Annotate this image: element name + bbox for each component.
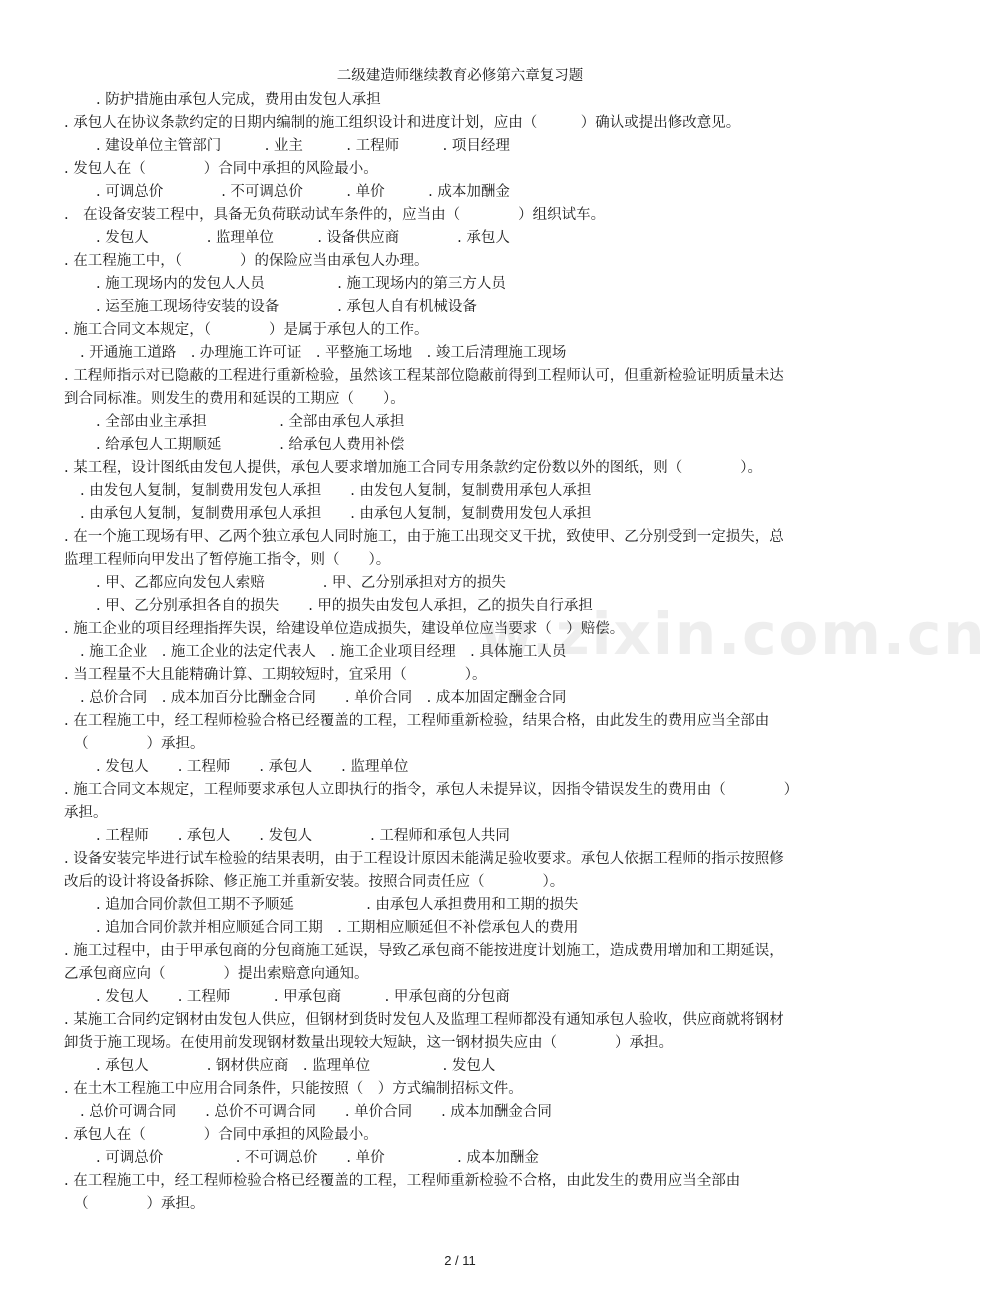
question-line: . 当工程量不大且能精确计算、工期较短时，宜采用（ ）。	[64, 667, 487, 683]
option-line: . 可调总价 . 不可调总价 . 单价 . 成本加酬金	[96, 1150, 539, 1166]
question-line: 乙承包商应向（ ）提出索赔意向通知。	[64, 966, 369, 982]
option-line: . 追加合同价款并相应顺延合同工期 . 工期相应顺延但不补偿承包人的费用	[96, 920, 579, 936]
question-line: 到合同标准。则发生的费用和延误的工期应（ ）。	[64, 391, 405, 407]
question-line: . 在工程施工中，经工程师检验合格已经覆盖的工程，工程师重新检验不合格，由此发生的费用应当全部由	[64, 1173, 741, 1189]
option-line: . 发包人 . 工程师 . 甲承包商 . 甲承包商的分包商	[96, 989, 510, 1005]
option-line: . 建设单位主管部门 . 业主 . 工程师 . 项目经理	[96, 138, 510, 154]
question-line: . 在设备安装工程中，具备无负荷联动试车条件的，应当由（ ）组织试车。	[64, 207, 606, 223]
question-line: . 发包人在（ ）合同中承担的风险最小。	[64, 161, 378, 177]
option-line: . 运至施工现场待安装的设备 . 承包人自有机械设备	[96, 299, 477, 315]
question-line: . 施工过程中，由于甲承包商的分包商施工延误，导致乙承包商不能按进度计划施工，造成费用增加和工期延误，	[64, 943, 784, 959]
page-number: 2 / 11	[444, 1253, 476, 1268]
question-line: . 施工合同文本规定，（ ）是属于承包人的工作。	[64, 322, 429, 338]
option-line: . 施工现场内的发包人人员 . 施工现场内的第三方人员	[96, 276, 506, 292]
option-line: . 发包人 . 监理单位 . 设备供应商 . 承包人	[96, 230, 510, 246]
question-line: 监理工程师向甲发出了暂停施工指令，则（ ）。	[64, 552, 391, 568]
question-line: . 承包人在协议条款约定的日期内编制的施工组织设计和进度计划，应由（ ）确认或提出修改意见。	[64, 115, 741, 131]
question-line: . 在一个施工现场有甲、乙两个独立承包人同时施工，由于施工出现交叉干扰，致使甲、乙分别受到一定损失，总	[64, 529, 784, 545]
option-line: . 甲、乙都应向发包人索赔 . 甲、乙分别承担对方的损失	[96, 575, 506, 591]
option-line: . 甲、乙分别承担各自的损失 . 甲的损失由发包人承担，乙的损失自行承担	[96, 598, 593, 614]
question-line: . 承包人在（ ）合同中承担的风险最小。	[64, 1127, 378, 1143]
option-line: . 工程师 . 承包人 . 发包人 . 工程师和承包人共同	[96, 828, 510, 844]
question-line: 承担。	[64, 805, 108, 821]
page-title: 二级建造师继续教育必修第六章复习题	[336, 68, 584, 84]
option-line: . 追加合同价款但工期不予顺延 . 由承包人承担费用和工期的损失	[96, 897, 579, 913]
option-line: （ ）承担。	[74, 1196, 205, 1212]
watermark: w.zixin.com.cn	[480, 600, 987, 668]
question-line: . 在工程施工中，经工程师检验合格已经覆盖的工程，工程师重新检验，结果合格，由此发生的费用应当全部由	[64, 713, 770, 729]
question-line: . 在工程施工中，（ ）的保险应当由承包人办理。	[64, 253, 429, 269]
option-line: . 开通施工道路 . 办理施工许可证 . 平整施工场地 . 竣工后清理施工现场	[80, 345, 567, 361]
option-line: . 总价合同 . 成本加百分比酬金合同 . 单价合同 . 成本加固定酬金合同	[80, 690, 567, 706]
question-line: 改后的设计将设备拆除、修正施工并重新安装。按照合同责任应（ ）。	[64, 874, 565, 890]
question-line: . 在土木工程施工中应用合同条件，只能按照（ ）方式编制招标文件。	[64, 1081, 523, 1097]
option-line: . 由承包人复制，复制费用承包人承担 . 由承包人复制，复制费用发包人承担	[80, 506, 592, 522]
option-line: . 可调总价 . 不可调总价 . 单价 . 成本加酬金	[96, 184, 510, 200]
question-line: . 某工程，设计图纸由发包人提供，承包人要求增加施工合同专用条款约定份数以外的图纸，则（ ）。	[64, 460, 762, 476]
option-line: （ ）承担。	[74, 736, 205, 752]
question-list	[64, 89, 872, 1216]
option-line: . 全部由业主承担 . 全部由承包人承担	[96, 414, 405, 430]
question-line: . 施工企业的项目经理指挥失误，给建设单位造成损失，建设单位应当要求（ ）赔偿。	[64, 621, 625, 637]
question-line: . 设备安装完毕进行试车检验的结果表明，由于工程设计原因未能满足验收要求。承包人依据工程师的指示按照修	[64, 851, 784, 867]
option-line: . 施工企业 . 施工企业的法定代表人 . 施工企业项目经理 . 具体施工人员	[80, 644, 567, 660]
question-line: . 工程师指示对已隐蔽的工程进行重新检验，虽然该工程某部位隐蔽前得到工程师认可，但重新检验证明质量未达	[64, 368, 784, 384]
question-line: . 某施工合同约定钢材由发包人供应，但钢材到货时发包人及监理工程师都没有通知承包人验收，供应商就将钢材	[64, 1012, 784, 1028]
option-line: . 由发包人复制，复制费用发包人承担 . 由发包人复制，复制费用承包人承担	[80, 483, 592, 499]
question-line: . 施工合同文本规定，工程师要求承包人立即执行的指令，承包人未提异议，因指令错误发生的费用由（ ）	[64, 782, 799, 798]
question-line: 卸货于施工现场。在使用前发现钢材数量出现较大短缺，这一钢材损失应由（ ）承担。	[64, 1035, 673, 1051]
option-line: . 总价可调合同 . 总价不可调合同 . 单价合同 . 成本加酬金合同	[80, 1104, 552, 1120]
option-line: . 给承包人工期顺延 . 给承包人费用补偿	[96, 437, 405, 453]
option-line: . 发包人 . 工程师 . 承包人 . 监理单位	[96, 759, 409, 775]
option-line: . 防护措施由承包人完成，费用由发包人承担	[96, 92, 381, 108]
option-line: . 承包人 . 钢材供应商 . 监理单位 . 发包人	[96, 1058, 496, 1074]
